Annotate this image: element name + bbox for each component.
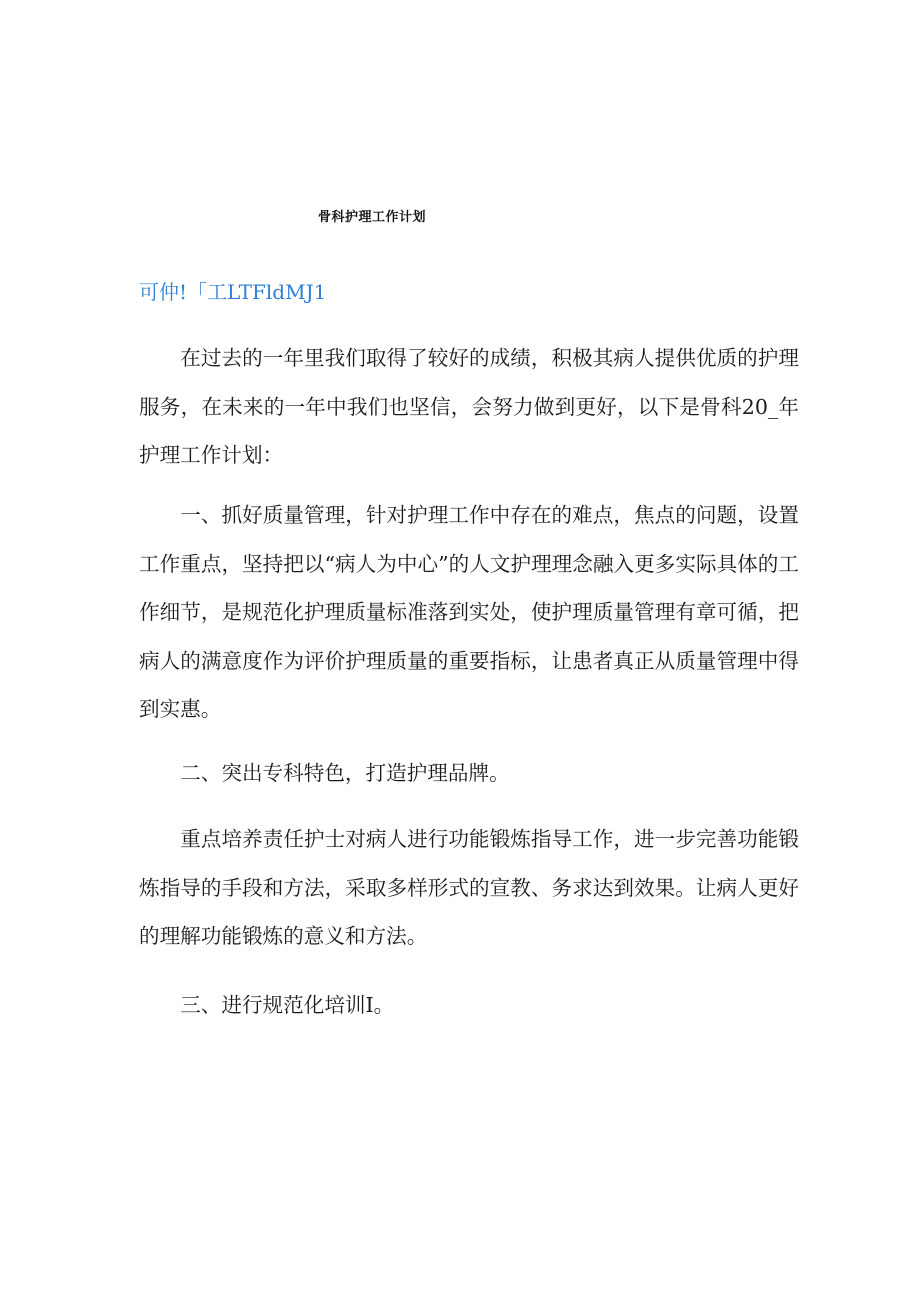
intro-paragraph: 在过去的一年里我们取得了较好的成绩，积极其病人提供优质的护理服务，在未来的一年中我们也坚信，会努力做到更好，以下是骨科20_年护理工作计划： <box>139 346 799 467</box>
section-1-paragraph: 一、抓好质量管理，针对护理工作中存在的难点，焦点的问题，设置工作重点，坚持把以“病人为中心”的人文护理理念融入更多实际具体的工作细节，是规范化护理质量标准落到实处，使护理质量管理有章可循，把病人的满意度作为评价护理质量的重要指标，让患者真正从质量管理中得到实惠。 <box>139 503 799 721</box>
document-title: 骨科护理工作计划 <box>318 210 427 225</box>
document-link-text[interactable]: 可仲!「工LTFldMJ1 <box>139 280 327 304</box>
section-2-paragraph: 重点培养责任护士对病人进行功能锻炼指导工作，进一步完善功能锻炼指导的手段和方法，采取多样形式的宣教、务求达到效果。让病人更好的理解功能锻炼的意义和方法。 <box>139 827 799 948</box>
section-2-heading: 二、突出专科特色，打造护理品牌。 <box>180 761 510 785</box>
section-3-heading: 三、进行规范化培训I。 <box>180 993 395 1017</box>
